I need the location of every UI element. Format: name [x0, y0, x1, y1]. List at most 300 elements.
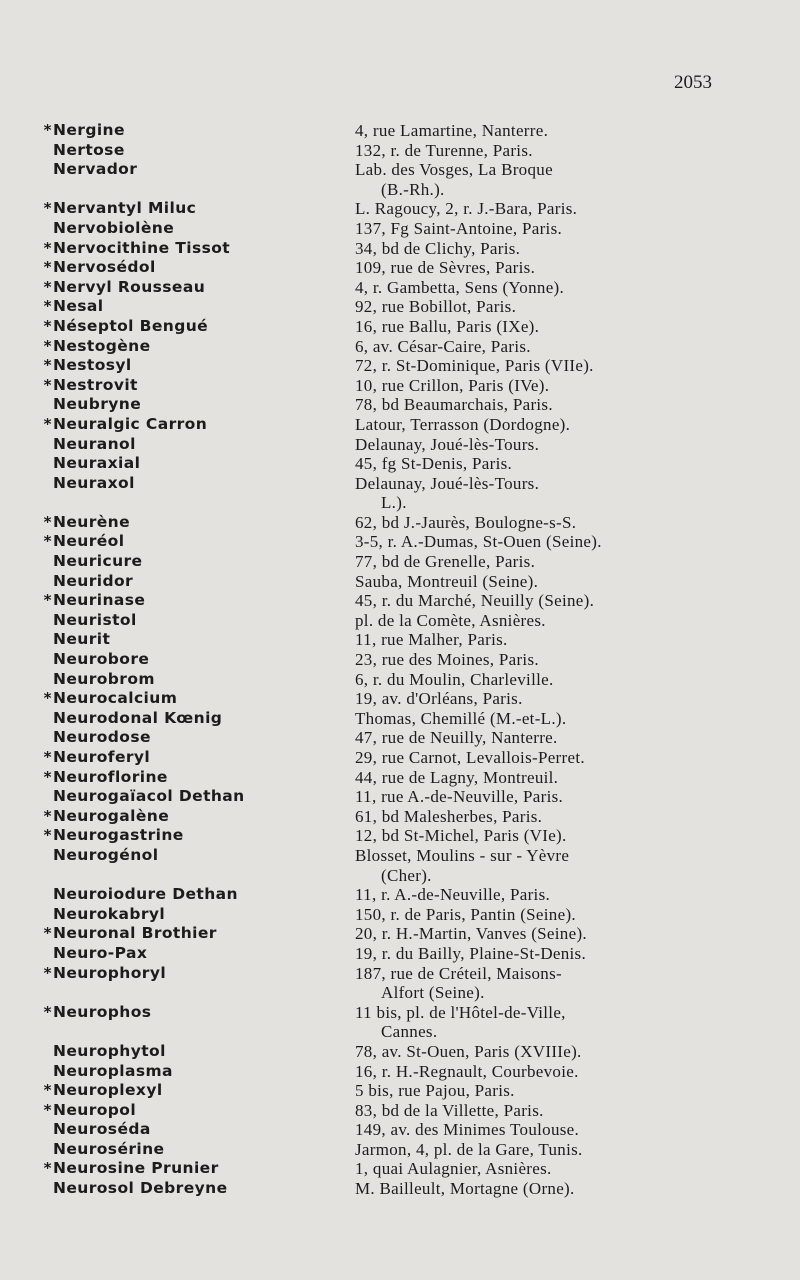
list-item: [40, 258, 720, 278]
entry-name-cell: [40, 415, 355, 435]
list-item: [40, 748, 720, 768]
address-line: 19, av. d'Orléans, Paris.: [355, 689, 523, 709]
address-line: Lab. des Vosges, La Broque: [355, 160, 553, 180]
entry-name-cell: [40, 630, 355, 650]
asterisk-marker: *: [43, 806, 52, 825]
entry-address-cell: [355, 199, 720, 219]
entry-name-cell: [40, 1140, 355, 1160]
product-name: Neurogastrine: [53, 826, 184, 845]
list-item: [40, 1081, 720, 1101]
entry-address-cell: [355, 1140, 720, 1160]
entry-address-cell: [355, 944, 720, 964]
address-line: 47, rue de Neuilly, Nanterre.: [355, 728, 558, 748]
entry-name-cell: [40, 317, 355, 337]
asterisk-marker: *: [43, 356, 52, 375]
address-line: 20, r. H.-Martin, Vanves (Seine).: [355, 924, 587, 944]
asterisk-marker: *: [43, 199, 52, 218]
entry-address-cell: [355, 356, 720, 376]
list-item: [40, 944, 720, 964]
entry-address-cell: [355, 748, 720, 768]
product-name: Nervobiolène: [53, 218, 175, 237]
list-item: [40, 513, 720, 533]
product-name: Neuroflorine: [53, 767, 168, 786]
entry-address-cell: [355, 376, 720, 396]
list-item: [40, 905, 720, 925]
entry-list: [40, 121, 720, 1199]
entry-address-cell: [355, 1081, 720, 1101]
entry-name-cell: [40, 650, 355, 670]
asterisk-marker: [40, 474, 52, 513]
asterisk-marker: *: [43, 336, 52, 355]
entry-name-cell: [40, 944, 355, 964]
product-name: Neurodonal Kœnig: [53, 708, 223, 727]
address-line: 61, bd Malesherbes, Paris.: [355, 806, 543, 826]
entry-name-cell: [40, 728, 355, 748]
page-number: 2053: [674, 72, 712, 93]
product-name: Neuridor: [53, 571, 134, 590]
product-name: Neuropol: [53, 1100, 137, 1119]
address-line: Delaunay, Joué-lès-Tours.: [355, 434, 540, 454]
product-name: Neubryne: [53, 395, 142, 414]
address-line: 12, bd St-Michel, Paris (VIe).: [355, 826, 567, 846]
entry-name-cell: [40, 591, 355, 611]
list-item: [40, 768, 720, 788]
entry-name-cell: [40, 454, 355, 474]
product-name: Neurosérine: [53, 1139, 165, 1158]
entry-address-cell: [355, 1101, 720, 1121]
product-name: Neurophoryl: [53, 963, 167, 982]
product-name: Neurosol Debreyne: [53, 1179, 228, 1198]
entry-address-cell: [355, 1062, 720, 1082]
address-line: L.).: [381, 493, 407, 513]
list-item: [40, 787, 720, 807]
product-name: Nesal: [53, 297, 104, 316]
product-name: Neuro-Pax: [53, 943, 148, 962]
asterisk-marker: *: [43, 963, 52, 982]
asterisk-marker: *: [43, 1002, 52, 1021]
entry-name-cell: [40, 376, 355, 396]
entry-name-cell: [40, 1159, 355, 1179]
asterisk-marker: [40, 728, 52, 748]
product-name: Neuréol: [53, 532, 125, 551]
entry-address-cell: [355, 591, 720, 611]
entry-name-cell: [40, 885, 355, 905]
asterisk-marker: *: [43, 689, 52, 708]
list-item: [40, 435, 720, 455]
asterisk-marker: *: [43, 748, 52, 766]
address-line: (B.-Rh.).: [381, 179, 445, 199]
asterisk-marker: *: [43, 1100, 52, 1119]
entry-name-cell: [40, 297, 355, 317]
list-item: [40, 141, 720, 161]
asterisk-marker: *: [43, 826, 52, 845]
entry-name-cell: [40, 552, 355, 572]
product-name: Neuristol: [53, 610, 137, 629]
address-line: 4, rue Lamartine, Nanterre.: [355, 121, 549, 140]
address-line: 132, r. de Turenne, Paris.: [355, 140, 533, 160]
asterisk-marker: [40, 219, 52, 239]
entry-name-cell: [40, 1081, 355, 1101]
asterisk-marker: [40, 395, 52, 415]
entry-address-cell: [355, 121, 720, 141]
address-line: 6, r. du Moulin, Charleville.: [355, 669, 554, 689]
asterisk-marker: *: [43, 767, 52, 786]
address-line: 16, r. H.-Regnault, Courbevoie.: [355, 1061, 579, 1081]
address-line: Alfort (Seine).: [381, 983, 485, 1003]
entry-address-cell: [355, 258, 720, 278]
entry-name-cell: [40, 121, 355, 141]
entry-address-cell: [355, 807, 720, 827]
product-name: Néseptol Bengué: [53, 316, 209, 335]
product-name: Neurinase: [53, 591, 146, 610]
product-name: Neuraxol: [53, 473, 135, 492]
address-line: L. Ragoucy, 2, r. J.-Bara, Paris.: [355, 199, 578, 219]
entry-address-cell: [355, 885, 720, 905]
asterisk-marker: [40, 552, 52, 572]
entry-name-cell: [40, 905, 355, 925]
entry-address-cell: [355, 964, 720, 1003]
asterisk-marker: [40, 709, 52, 729]
address-line: 78, bd Beaumarchais, Paris.: [355, 395, 553, 415]
entry-address-cell: [355, 513, 720, 533]
asterisk-marker: [40, 650, 52, 670]
entry-address-cell: [355, 532, 720, 552]
address-line: 1, quai Aulagnier, Asnières.: [355, 1159, 552, 1179]
list-item: [40, 807, 720, 827]
entry-address-cell: [355, 670, 720, 690]
entry-name-cell: [40, 278, 355, 298]
product-name: Neuronal Brothier: [53, 924, 217, 943]
entry-address-cell: [355, 728, 720, 748]
address-line: 34, bd de Clichy, Paris.: [355, 238, 521, 258]
entry-name-cell: [40, 356, 355, 376]
asterisk-marker: [40, 454, 52, 474]
address-line: 29, rue Carnot, Levallois-Perret.: [355, 748, 585, 767]
asterisk-marker: *: [43, 532, 52, 551]
asterisk-marker: [40, 944, 52, 964]
list-item: [40, 1062, 720, 1082]
entry-address-cell: [355, 474, 720, 513]
product-name: Nestrovit: [53, 375, 138, 394]
product-name: Neurène: [53, 512, 131, 531]
entry-name-cell: [40, 1101, 355, 1121]
entry-address-cell: [355, 1179, 720, 1199]
entry-name-cell: [40, 337, 355, 357]
product-name: Nergine: [53, 121, 125, 139]
asterisk-marker: *: [43, 591, 52, 610]
list-item: [40, 826, 720, 846]
entry-address-cell: [355, 1042, 720, 1062]
asterisk-marker: *: [43, 316, 52, 335]
list-item: [40, 1101, 720, 1121]
list-item: [40, 337, 720, 357]
asterisk-marker: [40, 141, 52, 161]
entry-address-cell: [355, 787, 720, 807]
list-item: [40, 454, 720, 474]
address-line: 11, rue A.-de-Neuville, Paris.: [355, 787, 564, 807]
address-line: (Cher).: [381, 865, 432, 885]
entry-name-cell: [40, 1120, 355, 1140]
address-line: 137, Fg Saint-Antoine, Paris.: [355, 218, 563, 238]
address-line: 44, rue de Lagny, Montreuil.: [355, 767, 559, 787]
list-item: [40, 415, 720, 435]
product-name: Neurobrom: [53, 669, 155, 688]
address-line: 62, bd J.-Jaurès, Boulogne-s-S.: [355, 512, 577, 532]
address-line: 11 bis, pl. de l'Hôtel-de-Ville,: [355, 1002, 566, 1022]
entry-address-cell: [355, 337, 720, 357]
product-name: Neuroplexyl: [53, 1081, 163, 1100]
address-line: 19, r. du Bailly, Plaine-St-Denis.: [355, 943, 587, 963]
list-item: [40, 924, 720, 944]
entry-address-cell: [355, 317, 720, 337]
asterisk-marker: *: [43, 924, 52, 943]
entry-name-cell: [40, 768, 355, 788]
entry-address-cell: [355, 1003, 720, 1042]
list-item: [40, 1042, 720, 1062]
product-name: Neurocalcium: [53, 689, 178, 708]
asterisk-marker: [40, 1062, 52, 1082]
list-item: [40, 611, 720, 631]
entry-address-cell: [355, 611, 720, 631]
entry-address-cell: [355, 552, 720, 572]
asterisk-marker: *: [43, 238, 52, 257]
entry-name-cell: [40, 219, 355, 239]
product-name: Neurophos: [53, 1002, 152, 1021]
address-line: 45, r. du Marché, Neuilly (Seine).: [355, 591, 595, 611]
address-line: 149, av. des Minimes Toulouse.: [355, 1120, 580, 1140]
product-name: Nertose: [53, 140, 125, 159]
entry-name-cell: [40, 1062, 355, 1082]
product-name: Neurogénol: [53, 845, 159, 864]
entry-name-cell: [40, 924, 355, 944]
address-line: Thomas, Chemillé (M.-et-L.).: [355, 708, 567, 728]
entry-address-cell: [355, 219, 720, 239]
list-item: [40, 121, 720, 141]
list-item: [40, 1179, 720, 1199]
entry-name-cell: [40, 532, 355, 552]
list-item: [40, 376, 720, 396]
address-line: 6, av. César-Caire, Paris.: [355, 336, 531, 356]
asterisk-marker: [40, 1179, 52, 1199]
entry-address-cell: [355, 650, 720, 670]
list-item: [40, 278, 720, 298]
list-item: [40, 591, 720, 611]
address-line: 10, rue Crillon, Paris (IVe).: [355, 375, 550, 395]
list-item: [40, 1003, 720, 1042]
asterisk-marker: *: [43, 414, 52, 433]
entry-name-cell: [40, 239, 355, 259]
entry-address-cell: [355, 572, 720, 592]
address-line: 92, rue Bobillot, Paris.: [355, 297, 517, 317]
product-name: Neuranol: [53, 434, 136, 453]
asterisk-marker: [40, 160, 52, 199]
list-item: [40, 689, 720, 709]
list-item: [40, 199, 720, 219]
product-name: Nervador: [53, 160, 138, 179]
address-line: M. Bailleult, Mortagne (Orne).: [355, 1179, 575, 1199]
asterisk-marker: *: [43, 512, 52, 531]
address-line: 78, av. St-Ouen, Paris (XVIIIe).: [355, 1041, 582, 1061]
product-name: Neurokabryl: [53, 904, 166, 923]
entry-address-cell: [355, 395, 720, 415]
asterisk-marker: [40, 435, 52, 455]
product-name: Neurophytol: [53, 1041, 166, 1060]
address-line: pl. de la Comète, Asnières.: [355, 610, 546, 630]
entry-name-cell: [40, 141, 355, 161]
list-item: [40, 650, 720, 670]
entry-address-cell: [355, 239, 720, 259]
entry-address-cell: [355, 160, 720, 199]
entry-address-cell: [355, 1159, 720, 1179]
entry-name-cell: [40, 709, 355, 729]
list-item: [40, 670, 720, 690]
asterisk-marker: [40, 905, 52, 925]
entry-name-cell: [40, 395, 355, 415]
product-name: Neurit: [53, 630, 111, 649]
entry-address-cell: [355, 454, 720, 474]
product-name: Neuroferyl: [53, 748, 151, 766]
address-line: Jarmon, 4, pl. de la Gare, Tunis.: [355, 1139, 583, 1159]
list-item: [40, 239, 720, 259]
product-name: Neurodose: [53, 728, 151, 747]
entry-name-cell: [40, 611, 355, 631]
product-name: Nervosédol: [53, 258, 156, 277]
entry-address-cell: [355, 768, 720, 788]
asterisk-marker: *: [43, 297, 52, 316]
product-name: Neuroplasma: [53, 1061, 173, 1080]
address-line: 3-5, r. A.-Dumas, St-Ouen (Seine).: [355, 532, 602, 552]
list-item: [40, 356, 720, 376]
entry-name-cell: [40, 435, 355, 455]
asterisk-marker: *: [43, 1159, 52, 1178]
entry-address-cell: [355, 435, 720, 455]
entry-address-cell: [355, 826, 720, 846]
asterisk-marker: [40, 572, 52, 592]
entry-name-cell: [40, 474, 355, 513]
list-item: [40, 964, 720, 1003]
address-line: 16, rue Ballu, Paris (IXe).: [355, 316, 540, 336]
product-name: Nervantyl Miluc: [53, 199, 197, 218]
entry-address-cell: [355, 278, 720, 298]
list-item: [40, 572, 720, 592]
entry-address-cell: [355, 630, 720, 650]
address-line: 150, r. de Paris, Pantin (Seine).: [355, 904, 576, 924]
product-name: Neuralgic Carron: [53, 414, 208, 433]
entry-address-cell: [355, 689, 720, 709]
entry-address-cell: [355, 415, 720, 435]
list-item: [40, 1159, 720, 1179]
product-name: Neuroiodure Dethan: [53, 885, 238, 904]
entry-name-cell: [40, 199, 355, 219]
asterisk-marker: *: [43, 1081, 52, 1100]
entry-address-cell: [355, 1120, 720, 1140]
entry-name-cell: [40, 1003, 355, 1042]
asterisk-marker: *: [43, 277, 52, 296]
entry-name-cell: [40, 160, 355, 199]
asterisk-marker: [40, 787, 52, 807]
entry-name-cell: [40, 513, 355, 533]
product-name: Nervocithine Tissot: [53, 238, 231, 257]
address-line: 77, bd de Grenelle, Paris.: [355, 552, 536, 572]
entry-address-cell: [355, 709, 720, 729]
product-name: Neuroséda: [53, 1120, 151, 1139]
entry-name-cell: [40, 670, 355, 690]
entry-address-cell: [355, 846, 720, 885]
address-line: Delaunay, Joué-lès-Tours.: [355, 473, 540, 493]
list-item: [40, 552, 720, 572]
list-item: [40, 885, 720, 905]
address-line: 45, fg St-Denis, Paris.: [355, 454, 513, 474]
product-name: Neurosine Prunier: [53, 1159, 219, 1178]
entry-address-cell: [355, 297, 720, 317]
address-line: Latour, Terrasson (Dordogne).: [355, 414, 571, 434]
asterisk-marker: *: [43, 121, 52, 139]
product-name: Neurogaïacol Dethan: [53, 787, 245, 806]
address-line: 4, r. Gambetta, Sens (Yonne).: [355, 277, 565, 297]
product-name: Nestogène: [53, 336, 151, 355]
address-line: Blosset, Moulins - sur - Yèvre: [355, 845, 570, 865]
list-item: [40, 709, 720, 729]
list-item: [40, 219, 720, 239]
list-item: [40, 1120, 720, 1140]
entry-name-cell: [40, 846, 355, 885]
entry-name-cell: [40, 258, 355, 278]
entry-name-cell: [40, 964, 355, 1003]
address-line: 5 bis, rue Pajou, Paris.: [355, 1081, 515, 1101]
address-line: 11, rue Malher, Paris.: [355, 630, 508, 650]
product-name: Neurobore: [53, 650, 150, 669]
asterisk-marker: *: [43, 375, 52, 394]
address-line: 109, rue de Sèvres, Paris.: [355, 258, 536, 278]
product-name: Neurogalène: [53, 806, 170, 825]
list-item: [40, 297, 720, 317]
asterisk-marker: [40, 1042, 52, 1062]
product-name: Neuraxial: [53, 454, 141, 473]
entry-address-cell: [355, 905, 720, 925]
list-item: [40, 728, 720, 748]
entry-name-cell: [40, 787, 355, 807]
asterisk-marker: [40, 1120, 52, 1140]
asterisk-marker: [40, 885, 52, 905]
asterisk-marker: [40, 630, 52, 650]
list-item: [40, 317, 720, 337]
address-line: 83, bd de la Villette, Paris.: [355, 1100, 544, 1120]
entry-address-cell: [355, 141, 720, 161]
entry-name-cell: [40, 1179, 355, 1199]
address-line: 187, rue de Créteil, Maisons-: [355, 963, 562, 983]
list-item: [40, 846, 720, 885]
asterisk-marker: [40, 1140, 52, 1160]
entry-name-cell: [40, 1042, 355, 1062]
list-item: [40, 630, 720, 650]
address-line: Cannes.: [381, 1022, 438, 1042]
address-line: 11, r. A.-de-Neuville, Paris.: [355, 885, 551, 905]
product-name: Neuricure: [53, 552, 143, 571]
address-line: Sauba, Montreuil (Seine).: [355, 571, 539, 591]
entry-name-cell: [40, 748, 355, 768]
product-name: Nestosyl: [53, 356, 132, 375]
asterisk-marker: [40, 670, 52, 690]
product-name: Nervyl Rousseau: [53, 277, 206, 296]
entry-name-cell: [40, 807, 355, 827]
entry-name-cell: [40, 689, 355, 709]
list-item: [40, 532, 720, 552]
asterisk-marker: [40, 611, 52, 631]
entry-name-cell: [40, 572, 355, 592]
entry-address-cell: [355, 924, 720, 944]
asterisk-marker: [40, 846, 52, 885]
list-item: [40, 1140, 720, 1160]
